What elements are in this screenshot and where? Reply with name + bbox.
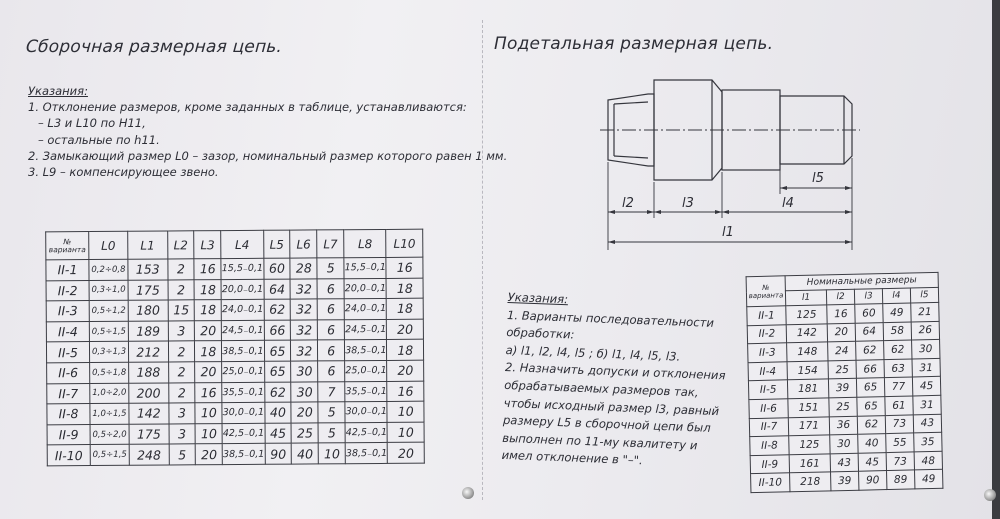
table-row [47,422,424,445]
table-cell: 125 [789,435,830,455]
table-cell: 10 [387,422,424,443]
table-cell: 62 [264,299,291,320]
column-header: L5 [263,230,290,258]
table-cell: II-7 [749,417,788,436]
table-cell: 40 [292,443,319,464]
table-cell: 30 [291,381,318,402]
table-cell: II-6 [749,399,788,418]
table-cell: 25 [828,360,856,379]
table-cell: II-1 [46,260,89,281]
part-note-line: 1. Варианты последовательности [506,307,715,330]
table-cell: 20 [387,319,424,340]
table-cell: 151 [788,398,829,418]
table-row [47,443,424,466]
table-cell: 175 [128,280,168,301]
table-cell: 2 [168,341,195,362]
table-cell: 25 [829,397,857,416]
part-note-line: выполнен по 11-му квалитету и [502,430,698,453]
table-cell: 20 [196,444,223,465]
table-cell: 64 [264,279,291,300]
table-cell: 154 [787,361,828,381]
table-cell: 24 [828,341,856,360]
table-cell: 6 [318,340,345,361]
mounting-screw-icon [984,489,996,501]
table-cell: 32 [291,320,318,341]
table-cell: 20 [195,320,222,341]
table-cell: 32 [291,299,318,320]
table-row [46,319,423,342]
table-cell: 7 [318,381,345,402]
assembly-variants-table [45,229,425,467]
table-cell: 6 [318,320,345,341]
table-cell: 63 [884,359,912,378]
dim-label-l5: l5 [812,171,824,186]
table-cell: 31 [912,358,940,377]
table-cell: 38,5₋0,1 [345,340,387,361]
part-note-line: имел отклонение в "–". [501,448,643,468]
table-cell: 25,0₋0,1 [222,361,264,382]
mounting-screw-icon [462,487,474,499]
assembly-note-3: 3. L9 – компенсирующее звено. [28,165,219,180]
table-cell: II-10 [751,473,790,492]
table-cell: 42,5₋0,1 [222,423,264,444]
table-cell: 0,5÷1,5 [89,321,128,342]
table-cell: 20,0₋0,1 [344,278,386,299]
table-cell: 20 [388,443,425,464]
table-cell: 45 [858,452,886,471]
table-cell: 10 [387,401,424,422]
column-header: L7 [317,230,344,258]
table-cell: 89 [886,470,914,489]
table-cell: II-8 [47,404,90,425]
table-cell: 16 [194,259,221,280]
table-cell: 77 [884,377,912,396]
column-header: L2 [167,231,194,259]
assembly-chain-title: Сборочная размерная цепь. [25,37,283,57]
column-header: l1 [785,290,826,306]
table-cell: 66 [264,320,291,341]
table-row [46,340,423,363]
dim-label-l4: l4 [782,196,794,211]
column-header: L1 [128,231,168,259]
table-cell: 175 [129,424,169,445]
table-cell: 20 [195,362,222,383]
table-cell: 65 [264,361,291,382]
table-cell: 35,5₋0,1 [345,381,387,402]
part-note-line: чтобы исходный размер l3, равный [503,395,720,418]
table-cell: 62 [856,341,884,360]
column-header: L4 [221,230,263,258]
table-cell: II-3 [46,301,89,322]
table-cell: 161 [789,454,830,474]
table-cell: 65 [264,340,291,361]
table-cell: 6 [317,278,344,299]
table-cell: 16 [827,304,855,323]
table-cell: 28 [290,258,317,279]
table-cell: 65 [856,378,884,397]
table-cell: 45 [912,377,940,396]
table-cell: 90 [265,443,292,464]
table-cell: 5 [317,258,344,279]
table-cell: 181 [787,379,828,399]
table-cell: 20 [387,360,424,381]
table-cell: II-7 [47,383,90,404]
table-cell: 73 [885,415,913,434]
table-cell: 21 [911,302,939,321]
table-cell: 153 [128,259,168,280]
table-cell: 6 [317,299,344,320]
table-cell: 171 [788,416,829,436]
variant-column-header: № варианта [746,276,786,307]
table-cell: 1,0÷1,5 [90,403,129,424]
assembly-notes [28,83,507,180]
column-header: L6 [290,230,317,258]
table-cell: 5 [318,402,345,423]
table-cell: 62 [264,382,291,403]
table-cell: 24,5₋0,1 [222,320,264,341]
table-cell: 2 [168,382,195,403]
part-note-line: 2. Назначить допуски и отклонения [504,360,726,383]
table-cell: 66 [856,359,884,378]
table-cell: 18 [195,300,222,321]
table-cell: 5 [318,422,345,443]
board-frame-edge [992,0,1000,519]
table-cell: 212 [128,341,168,362]
table-header-row [46,229,423,260]
table-cell: 24,5₋0,1 [344,319,386,340]
table-cell: 10 [195,403,222,424]
table-cell: 0,5÷1,2 [89,300,128,321]
table-cell: 20 [291,402,318,423]
table-cell: II-2 [747,324,786,343]
table-cell: 31 [913,395,941,414]
table-row [47,360,424,383]
assembly-note-1a: – L3 и L10 по H11, [38,116,146,131]
table-cell: II-5 [748,380,787,399]
table-cell: 10 [195,423,222,444]
table-cell: II-6 [47,362,90,383]
table-cell: 62 [857,415,885,434]
table-cell: 15 [168,300,195,321]
table-cell: II-5 [46,342,89,363]
table-cell: 0,5÷2,0 [90,424,129,445]
column-header: l4 [882,288,910,304]
table-cell: 218 [790,472,831,492]
table-cell: 36 [829,416,857,435]
table-cell: 248 [129,444,169,465]
table-cell: 25 [291,423,318,444]
table-cell: 18 [387,340,424,361]
part-note-line: размеру L5 в сборочной цепи был [502,413,711,436]
table-cell: 40 [858,434,886,453]
table-cell: 142 [786,323,827,343]
table-cell: 38,5₋0,1 [222,341,264,362]
table-cell: 2 [167,259,194,280]
table-cell: 188 [129,362,169,383]
table-cell: 35,5₋0,1 [222,382,264,403]
table-cell: 1,0÷2,0 [90,383,129,404]
table-cell: 142 [129,403,169,424]
table-cell: 125 [786,305,827,325]
table-cell: 48 [914,451,942,470]
table-row [46,278,423,301]
table-cell: 39 [828,379,856,398]
column-header: L10 [386,229,423,257]
dim-label-l3: l3 [682,196,694,211]
column-header: L8 [344,229,386,257]
table-cell: 0,2÷0,8 [89,259,128,280]
column-header: l5 [910,287,938,303]
column-header: L0 [89,231,128,259]
table-cell: 0,5÷1,8 [90,362,129,383]
table-cell: 3 [168,321,195,342]
assembly-notes-header: Указания: [28,84,88,98]
table-cell: 6 [318,361,345,382]
stepped-shaft-drawing [598,74,868,254]
column-header: L3 [194,231,221,259]
table-cell: II-9 [47,424,90,445]
table-cell: 32 [290,279,317,300]
table-cell: 24,0₋0,1 [221,299,263,320]
table-cell: 32 [291,340,318,361]
part-chain-title: Подетальная размерная цепь. [494,34,774,54]
table-row [751,470,943,493]
table-cell: 43 [913,414,941,433]
table-cell: 30,0₋0,1 [222,402,264,423]
table-cell: 38,5₋0,1 [222,444,264,465]
table-cell: 60 [855,304,883,323]
table-cell: 3 [169,424,196,445]
table-cell: 0,3÷1,3 [89,342,128,363]
table-cell: 60 [263,258,290,279]
table-cell: II-4 [748,362,787,381]
part-sizes-table [746,272,944,493]
table-cell: 62 [884,340,912,359]
table-cell: 58 [883,322,911,341]
table-cell: 45 [265,423,292,444]
table-cell: 24,0₋0,1 [344,299,386,320]
table-cell: 65 [857,397,885,416]
group-header: Номинальные размеры [785,272,938,290]
table-cell: 10 [318,443,345,464]
table-cell: 25,0₋0,1 [345,360,387,381]
table-row [47,401,424,424]
table-row [46,298,423,321]
table-cell: 18 [195,341,222,362]
table-cell: 20 [827,323,855,342]
table-cell: 3 [168,403,195,424]
table-cell: 189 [128,321,168,342]
table-cell: II-8 [750,436,789,455]
table-cell: 26 [911,321,939,340]
dim-label-l2: l2 [622,196,634,211]
table-cell: 15,5₋0,1 [221,258,263,279]
table-cell: 16 [386,257,423,278]
table-cell: 40 [264,402,291,423]
table-cell: 30 [291,361,318,382]
table-cell: 38,5₋0,1 [345,443,387,464]
table-cell: 30 [911,340,939,359]
table-cell: 2 [168,362,195,383]
part-note-line: а) l1, l2, l4, l5 ; б) l1, l4, l5, l3. [505,342,681,364]
table-cell: 20,0₋0,1 [221,279,263,300]
table-cell: 180 [128,300,168,321]
table-cell: 73 [886,452,914,471]
table-row [47,381,424,404]
part-note-line: обработки: [506,325,575,342]
table-cell: II-2 [46,280,89,301]
column-header: l2 [826,289,854,305]
table-cell: 2 [168,279,195,300]
table-row [46,257,423,280]
table-cell: 35 [914,432,942,451]
part-notes [501,289,728,473]
table-cell: 0,5÷1,5 [90,445,129,466]
column-header: l3 [854,289,882,305]
table-cell: 42,5₋0,1 [345,422,387,443]
table-cell: 43 [830,453,858,472]
table-cell: 148 [787,342,828,362]
table-cell: 16 [387,381,424,402]
table-cell: 18 [387,298,424,319]
table-cell: 5 [169,444,196,465]
table-cell: 16 [195,382,222,403]
table-cell: 90 [858,471,886,490]
table-cell: 0,3÷1,0 [89,280,128,301]
table-cell: 30 [830,434,858,453]
table-cell: 200 [129,383,169,404]
table-cell: II-9 [750,455,789,474]
table-cell: II-1 [747,306,786,325]
table-cell: 30,0₋0,1 [345,402,387,423]
dim-label-l1: l1 [722,225,734,240]
table-cell: 49 [914,470,942,489]
part-notes-header: Указания: [507,289,569,307]
table-cell: 64 [855,322,883,341]
table-cell: 55 [886,433,914,452]
assembly-note-1b: – остальные по h11. [38,132,160,147]
table-cell: 49 [883,303,911,322]
table-cell: II-4 [46,321,89,342]
variant-column-header: № варианта [46,232,89,260]
assembly-note-1: 1. Отклонение размеров, кроме заданных в таблице, устанавливаются: [28,100,467,115]
table-cell: 18 [194,279,221,300]
table-cell: 61 [885,396,913,415]
table-cell: II-10 [47,445,90,466]
table-cell: 39 [831,472,859,491]
part-note-line: обрабатываемых размеров так, [504,377,699,400]
assembly-note-2: 2. Замыкающий размер L0 – зазор, номинальный размер которого равен 1 мм. [28,148,508,163]
table-cell: 15,5₋0,1 [344,257,386,278]
table-cell: 18 [386,278,423,299]
table-cell: II-3 [748,343,787,362]
